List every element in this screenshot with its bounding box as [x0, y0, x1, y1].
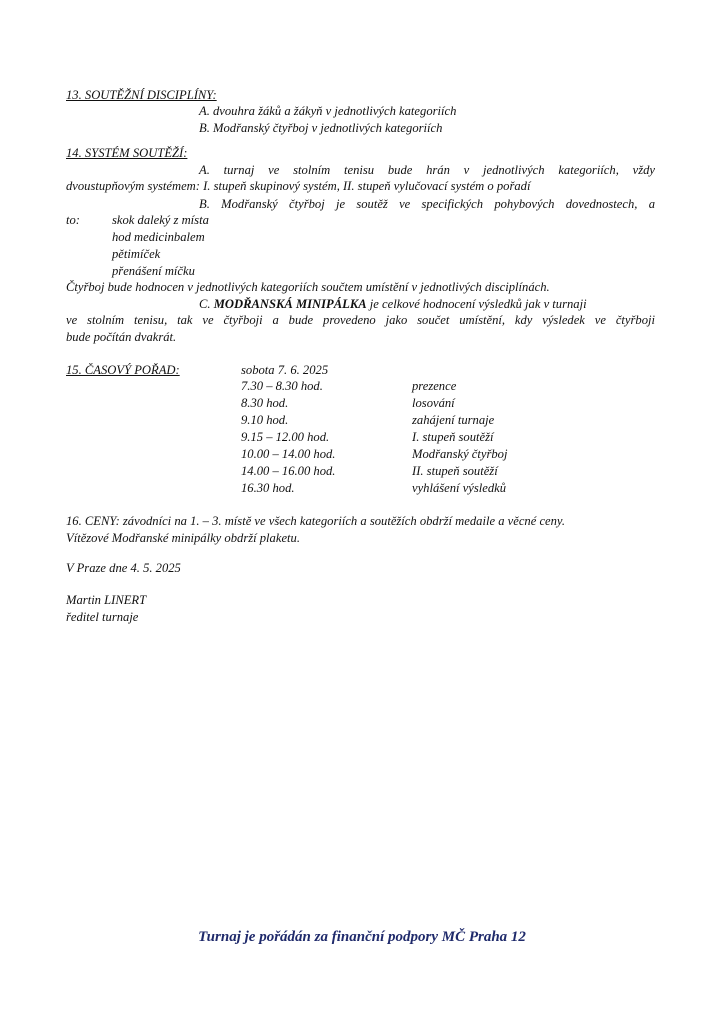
schedule-event: Modřanský čtyřboj	[412, 447, 508, 461]
section-14-b-line1: B. Modřanský čtyřboj je soutěž ve specifických pohybových dovednostech, a	[199, 197, 655, 211]
section-14-heading: 14. SYSTÉM SOUTĚŽÍ:	[66, 146, 188, 160]
section-14-c-line3: bude počítán dvakrát.	[66, 330, 177, 344]
section-16-line2: Vítězové Modřanské minipálky obdrží plaketu.	[66, 531, 300, 545]
discipline-item: skok daleký z místa	[112, 213, 209, 227]
section-14-c-rest: je celkové hodnocení výsledků jak v turnaji	[369, 297, 587, 311]
schedule-event: I. stupeň soutěží	[412, 430, 494, 444]
schedule-time: 14.00 – 16.00 hod.	[241, 464, 336, 478]
section-13-item-a: A. dvouhra žáků a žákyň v jednotlivých kategoriích	[199, 104, 457, 118]
schedule-time: 16.30 hod.	[241, 481, 295, 495]
schedule-event: II. stupeň soutěží	[412, 464, 498, 478]
section-14-c-line2: ve stolním tenisu, tak ve čtyřboji a bude provedeno jako součet umístění, kdy výsledek ve čtyřboji	[66, 313, 655, 327]
section-13-item-b: B. Modřanský čtyřboj v jednotlivých kategoriích	[199, 121, 443, 135]
to-label: to:	[66, 213, 80, 227]
section-14-a-line2: dvoustupňovým systémem: I. stupeň skupinový systém, II. stupeň vylučovací systém o pořadí	[66, 179, 531, 193]
signature-name: Martin LINERT	[66, 593, 147, 607]
section-14-c-line1	[199, 296, 587, 312]
sponsor-footer: Turnaj je pořádán za finanční podpory MČ Praha 12	[198, 929, 526, 945]
schedule-time: 9.10 hod.	[241, 413, 289, 427]
schedule-event: vyhlášení výsledků	[412, 481, 507, 495]
section-13-heading: 13. SOUTĚŽNÍ DISCIPLÍNY:	[66, 88, 217, 102]
schedule-event: zahájení turnaje	[412, 413, 495, 427]
schedule-time: 10.00 – 14.00 hod.	[241, 447, 336, 461]
schedule-event: losování	[412, 396, 455, 410]
ctyrboj-note: Čtyřboj bude hodnocen v jednotlivých kategoriích součtem umístění v jednotlivých disciplínách.	[66, 280, 550, 294]
section-16-line1: 16. CENY: závodníci na 1. – 3. místě ve všech kategoriích a soutěžích obdrží medaile a věcné ceny.	[66, 514, 565, 528]
section-14-c-prefix: C.	[199, 297, 211, 311]
discipline-item: pětimíček	[112, 247, 161, 261]
schedule-event: prezence	[412, 379, 457, 393]
section-14-a-line1: A. turnaj ve stolním tenisu bude hrán v jednotlivých kategoriích, vždy	[199, 163, 655, 177]
schedule-date: sobota 7. 6. 2025	[241, 363, 329, 377]
schedule-time: 8.30 hod.	[241, 396, 289, 410]
signature-role: ředitel turnaje	[66, 610, 139, 624]
schedule-time: 9.15 – 12.00 hod.	[241, 430, 330, 444]
discipline-item: přenášení míčku	[112, 264, 195, 278]
discipline-item: hod medicinbalem	[112, 230, 205, 244]
minipalka-title: MODŘANSKÁ MINIPÁLKA	[213, 297, 367, 311]
section-15-heading: 15. ČASOVÝ POŘAD:	[66, 363, 180, 377]
schedule-time: 7.30 – 8.30 hod.	[241, 379, 323, 393]
place-date: V Praze dne 4. 5. 2025	[66, 561, 181, 575]
